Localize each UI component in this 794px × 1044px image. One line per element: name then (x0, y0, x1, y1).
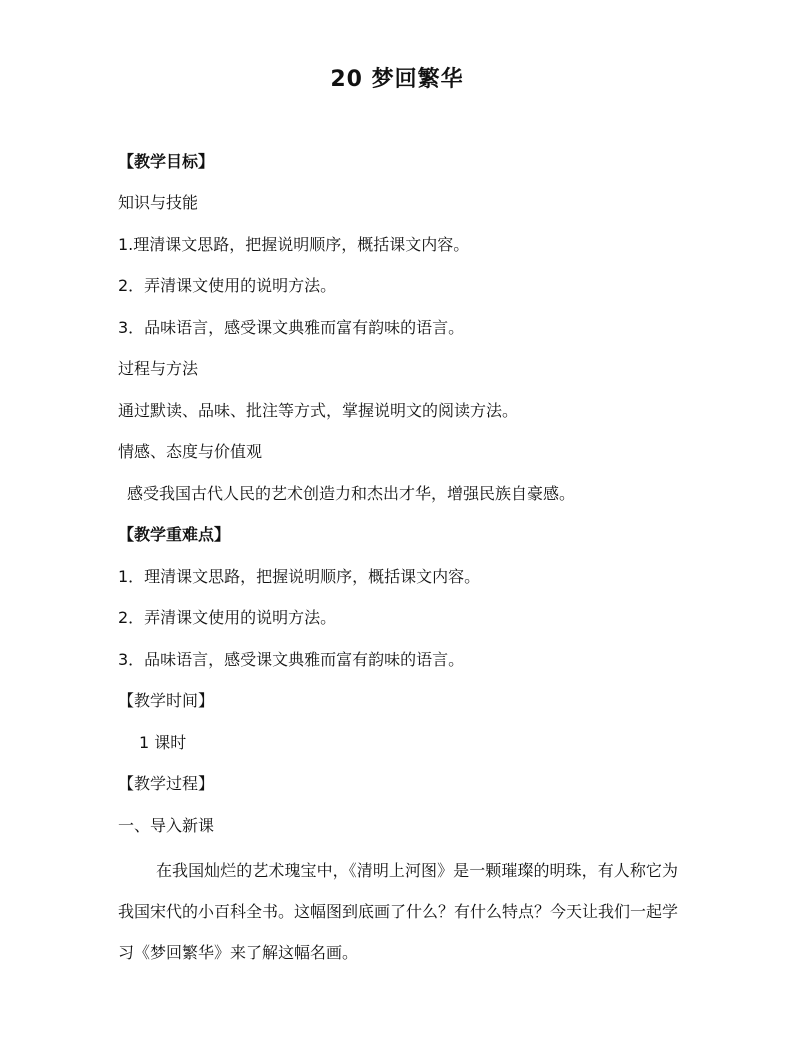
document-title: 20 梦回繁华 (330, 67, 464, 92)
goal-item-2: 2．弄清课文使用的说明方法。 (118, 276, 337, 295)
difficulty-item-1: 1．理清课文思路，把握说明顺序，概括课文内容。 (118, 567, 481, 586)
heading-teaching-time: 【教学时间】 (118, 691, 215, 710)
goal-item-3: 3．品味语言，感受课文典雅而富有韵味的语言。 (118, 318, 465, 337)
process-method-text: 通过默读、品味、批注等方式，掌握说明文的阅读方法。 (118, 401, 519, 420)
difficulty-item-3: 3．品味语言，感受课文典雅而富有韵味的语言。 (118, 650, 465, 669)
subheading-knowledge-skills: 知识与技能 (118, 193, 199, 212)
emotion-values-text: 感受我国古代人民的艺术创造力和杰出才华，增强民族自豪感。 (127, 484, 576, 503)
teaching-time-value: 1 课时 (139, 733, 187, 752)
heading-key-difficulties: 【教学重难点】 (118, 525, 231, 544)
heading-teaching-goals: 【教学目标】 (118, 152, 215, 171)
introduction-paragraph: 在我国灿烂的艺术瑰宝中，《清明上河图》是一颗璀璨的明珠，有人称它为我国宋代的小百科全书。这幅图到底画了什么？有什么特点？今天让我们一起学习《梦回繁华》来了解这幅名画。 (118, 861, 679, 962)
goal-item-1: 1.理清课文思路，把握说明顺序，概括课文内容。 (118, 235, 470, 254)
difficulty-item-2: 2．弄清课文使用的说明方法。 (118, 608, 337, 627)
subheading-process-method: 过程与方法 (118, 359, 199, 378)
subheading-emotion-values: 情感、态度与价值观 (118, 442, 263, 461)
section-introduction: 一、导入新课 (118, 816, 215, 835)
heading-teaching-process: 【教学过程】 (118, 774, 215, 793)
